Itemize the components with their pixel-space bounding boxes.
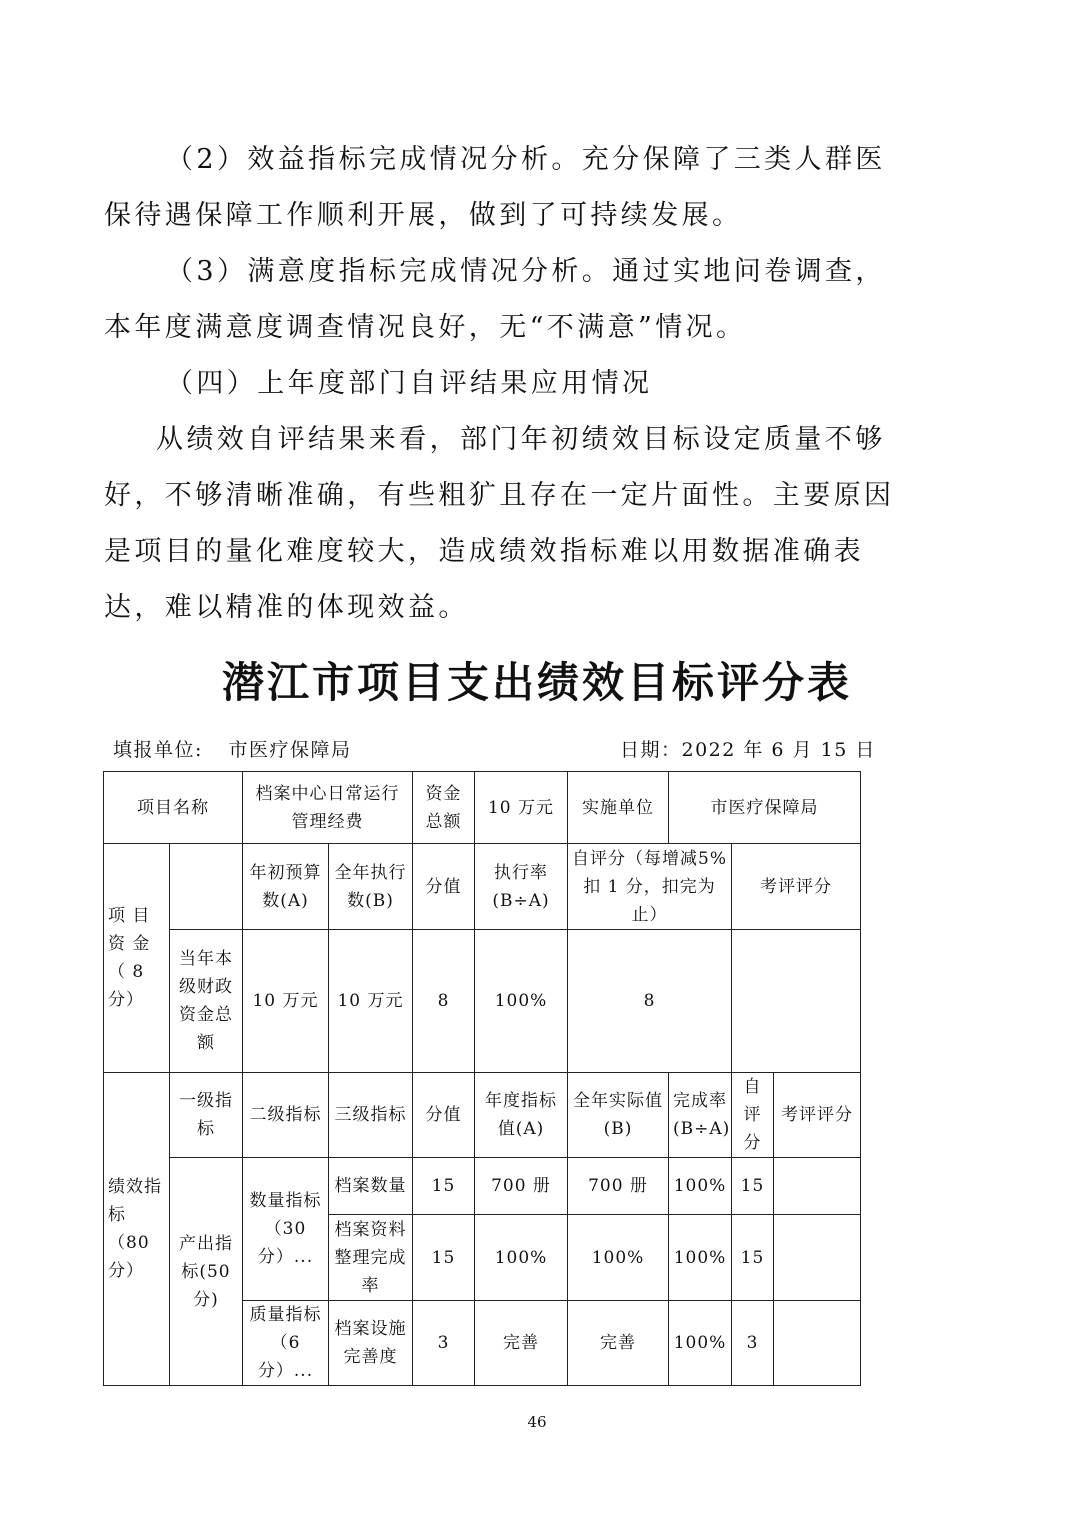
section-heading-4: （四）上年度部门自评结果应用情况: [166, 368, 653, 399]
table-header-row: [104, 772, 861, 844]
row-self-score: 15: [732, 1215, 774, 1301]
col-self-score: 自评分: [732, 1073, 774, 1158]
col-review-score: 考评评分: [732, 844, 861, 930]
fund-exec: 10 万元: [329, 930, 413, 1073]
row-review-score: [774, 1215, 861, 1301]
col-level1: 一级指标: [170, 1073, 243, 1158]
paragraph-benefit: （2）效益指标完成情况分析。充分保障了三类人群医保待遇保障工作顺利开展，做到了可持续发展。: [104, 144, 886, 231]
fund-total-label: 资金总额: [413, 772, 475, 844]
row-target: 100%: [475, 1215, 568, 1301]
col-level2: 二级指标: [243, 1073, 329, 1158]
fund-section-label: 项 目 资 金 （ 8 分）: [104, 844, 170, 1073]
col-score: 分值: [413, 844, 475, 930]
col-level3: 三级指标: [329, 1073, 413, 1158]
fund-score: 8: [413, 930, 475, 1073]
fund-data-row: [104, 930, 861, 1073]
output-indicator-label: 产出指标(50分): [170, 1158, 243, 1386]
score-table: [103, 771, 861, 1386]
row-actual: 700 册: [568, 1158, 669, 1215]
col-target: 年度指标值(A): [475, 1073, 568, 1158]
row-actual: 完善: [568, 1301, 669, 1386]
report-date: 日期：2022 年 6 月 15 日: [620, 739, 876, 761]
quantity-indicator-label: 数量指标（30分）...: [243, 1158, 329, 1301]
row-score: 15: [413, 1158, 475, 1215]
reporting-unit-label: 填报单位:: [113, 739, 203, 761]
table-title: 潜江市项目支出绩效目标评分表: [221, 658, 852, 707]
fund-self-score: 8: [568, 930, 732, 1073]
row-self-score: 15: [732, 1158, 774, 1215]
col-actual: 全年实际值(B): [568, 1073, 669, 1158]
col-review-score: 考评评分: [774, 1073, 861, 1158]
col-exec: 全年执行数(B): [329, 844, 413, 930]
project-name-value: 档案中心日常运行管理经费: [243, 772, 413, 844]
fund-budget: 10 万元: [243, 930, 329, 1073]
fund-row-label: 当年本级财政资金总额: [170, 930, 243, 1073]
row-target: 完善: [475, 1301, 568, 1386]
reporting-unit: [113, 735, 351, 762]
col-completion-rate: 完成率(B÷A): [669, 1073, 732, 1158]
col-self-score: 自评分（每增减5%扣 1 分，扣完为止）: [568, 844, 732, 930]
impl-unit-label: 实施单位: [568, 772, 669, 844]
row-completion-rate: 100%: [669, 1158, 732, 1215]
empty-cell: [170, 844, 243, 930]
fund-rate: 100%: [475, 930, 568, 1073]
row-self-score: 3: [732, 1301, 774, 1386]
reporting-unit-value: 市医疗保障局: [228, 739, 352, 761]
paragraph-application: 从绩效自评结果来看，部门年初绩效目标设定质量不够好，不够清晰准确，有些粗犷且存在一定片面性。主要原因是项目的量化难度较大，造成绩效指标难以用数据准确表达，难以精准的体现效益。: [104, 424, 895, 623]
row-completion-rate: 100%: [669, 1301, 732, 1386]
col-score: 分值: [413, 1073, 475, 1158]
row-actual: 100%: [568, 1215, 669, 1301]
perf-header-row: [104, 1073, 861, 1158]
fund-total-value: 10 万元: [475, 772, 568, 844]
col-rate: 执行率(B÷A): [475, 844, 568, 930]
col-budget: 年初预算数(A): [243, 844, 329, 930]
level3-label: 档案资料整理完成率: [329, 1215, 413, 1301]
perf-section-label: 绩效指标（80分）: [104, 1073, 170, 1386]
row-target: 700 册: [475, 1158, 568, 1215]
row-completion-rate: 100%: [669, 1215, 732, 1301]
fund-review-score: [732, 930, 861, 1073]
row-review-score: [774, 1158, 861, 1215]
row-review-score: [774, 1301, 861, 1386]
table-row: [104, 1158, 861, 1215]
level3-label: 档案设施完善度: [329, 1301, 413, 1386]
impl-unit-value: 市医疗保障局: [669, 772, 861, 844]
paragraph-satisfaction: （3）满意度指标完成情况分析。通过实地问卷调查，本年度满意度调查情况良好，无“不满意”情况。: [104, 256, 886, 343]
project-name-label: 项目名称: [104, 772, 243, 844]
fund-header-row: [104, 844, 861, 930]
row-score: 3: [413, 1301, 475, 1386]
page-number: 46: [527, 1413, 547, 1431]
quality-indicator-label: 质量指标（6分）...: [243, 1301, 329, 1386]
row-score: 15: [413, 1215, 475, 1301]
level3-label: 档案数量: [329, 1158, 413, 1215]
